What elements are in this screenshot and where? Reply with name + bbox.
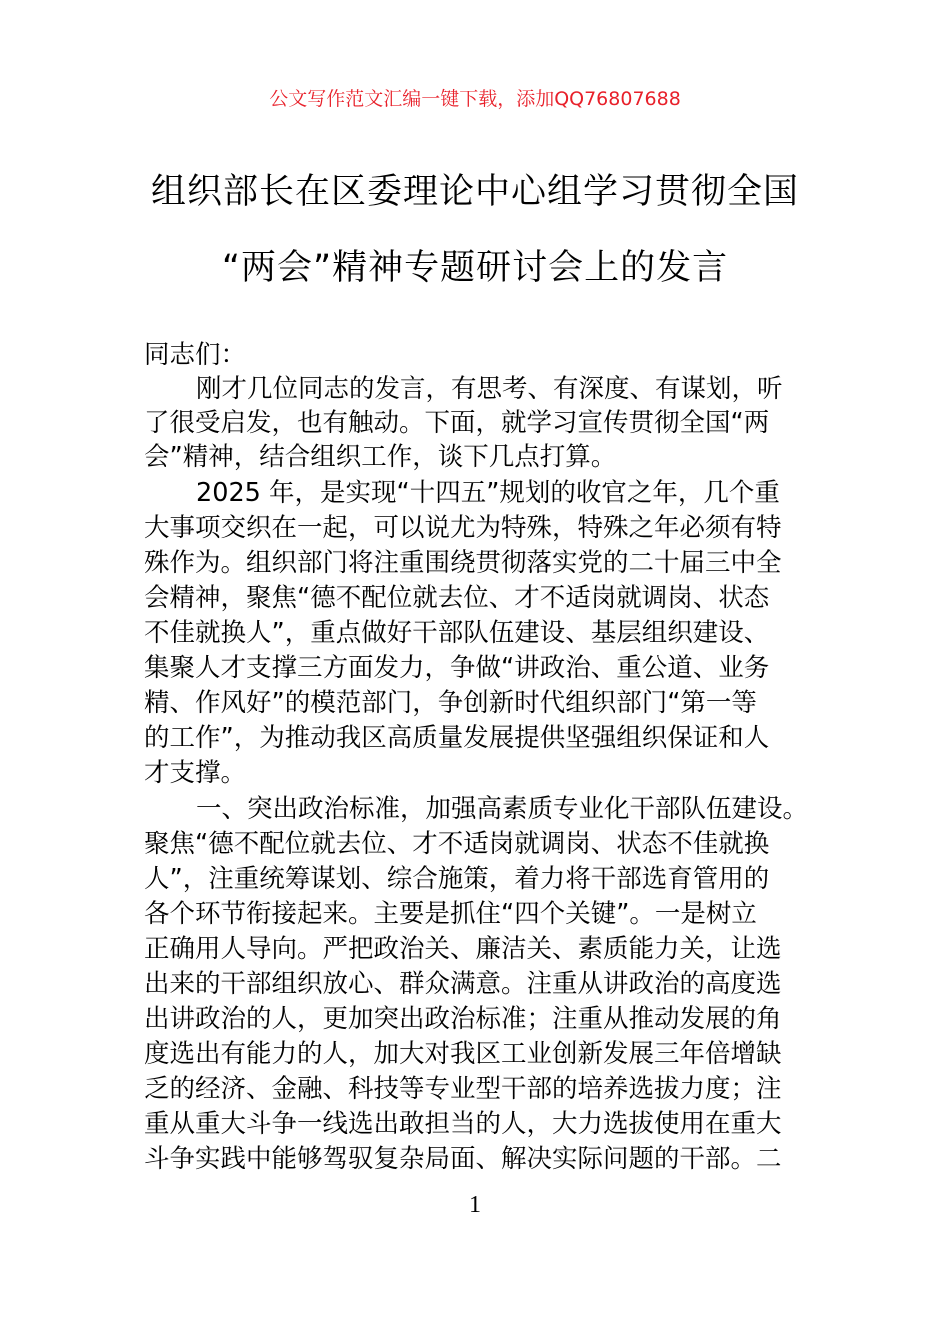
paragraph-line: 斗争实践中能够驾驭复杂局面、解决实际问题的干部。二	[144, 1144, 782, 1174]
paragraph-line: 度选出有能力的人，加大对我区工业创新发展三年倍增缺	[144, 1039, 782, 1069]
paragraph-line: 乏的经济、金融、科技等专业型干部的培养选拔力度；注	[144, 1074, 782, 1104]
paragraph-line: 不佳就换人”，重点做好干部队伍建设、基层组织建设、	[144, 618, 770, 648]
paragraph-line: 人”，注重统筹谋划、综合施策，着力将干部选育管用的	[144, 864, 770, 894]
document-title-line-1: 组织部长在区委理论中心组学习贯彻全国	[150, 172, 799, 212]
paragraph-line: 聚焦“德不配位就去位、才不适岗就调岗、状态不佳就换	[144, 829, 770, 859]
paragraph-line: 精、作风好”的模范部门，争创新时代组织部门“第一等	[144, 688, 757, 718]
paragraph-line: 大事项交织在一起，可以说尤为特殊，特殊之年必须有特	[144, 513, 782, 543]
paragraph-line: 出讲政治的人，更加突出政治标准；注重从推动发展的角	[144, 1004, 782, 1034]
section-heading-line: 一、突出政治标准，加强高素质专业化干部队伍建设。	[196, 794, 809, 824]
paragraph-line: 殊作为。组织部门将注重围绕贯彻落实党的二十届三中全	[144, 548, 782, 578]
paragraph-line: 重从重大斗争一线选出敢担当的人，大力选拔使用在重大	[144, 1109, 782, 1139]
paragraph-line: 2025 年，是实现“十四五”规划的收官之年，几个重	[196, 478, 780, 508]
paragraph-line: 会精神，聚焦“德不配位就去位、才不适岗就调岗、状态	[144, 583, 770, 613]
promo-banner: 公文写作范文汇编一键下载，添加QQ76807688	[269, 88, 681, 110]
paragraph-line: 正确用人导向。严把政治关、廉洁关、素质能力关，让选	[144, 934, 782, 964]
paragraph-line: 的工作”，为推动我区高质量发展提供坚强组织保证和人	[144, 723, 770, 753]
page-number: 1	[469, 1192, 481, 1218]
paragraph-line: 出来的干部组织放心、群众满意。注重从讲政治的高度选	[144, 969, 782, 999]
paragraph-line: 了很受启发，也有触动。下面，就学习宣传贯彻全国“两	[144, 408, 770, 438]
salutation: 同志们：	[144, 340, 247, 370]
paragraph-line: 会”精神，结合组织工作，谈下几点打算。	[144, 442, 617, 472]
paragraph-line: 各个环节衔接起来。主要是抓住“四个关键”。一是树立	[144, 899, 757, 929]
paragraph-line: 才支撑。	[144, 758, 247, 788]
paragraph-line: 刚才几位同志的发言，有思考、有深度、有谋划，听	[196, 374, 783, 404]
paragraph-line: 集聚人才支撑三方面发力，争做“讲政治、重公道、业务	[144, 653, 770, 683]
document-title-line-2: “两会”精神专题研讨会上的发言	[221, 248, 729, 288]
